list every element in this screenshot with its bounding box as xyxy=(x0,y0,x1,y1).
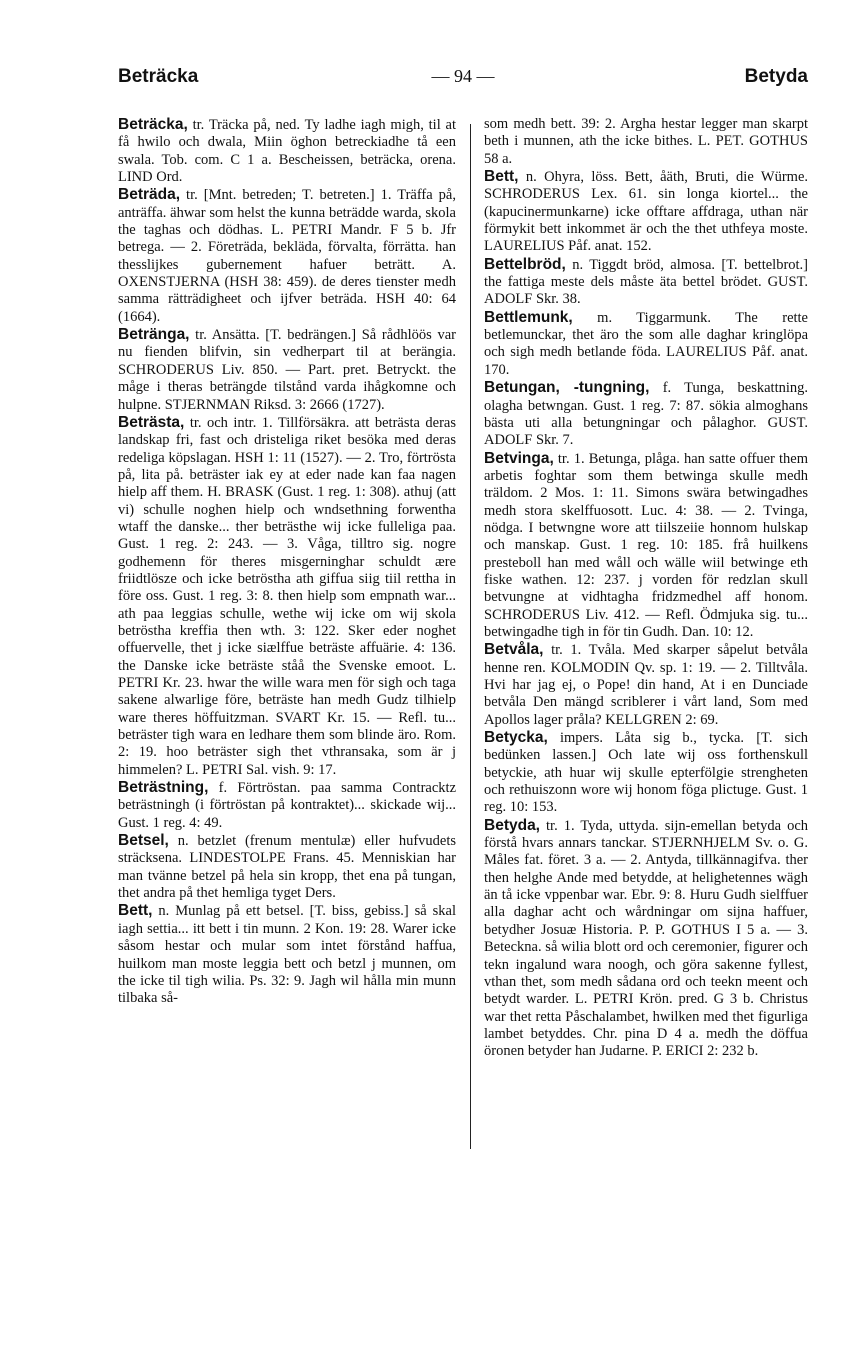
entry-headword: Beträda, xyxy=(118,186,181,204)
entry-headword: Bettlemunk, xyxy=(484,308,573,326)
entry-headword: Beträstning, xyxy=(118,779,209,797)
entry-headword: Betycka, xyxy=(484,729,548,747)
entry-text: tr. Träcka på, ned. Ty ladhe iagh migh, til at få hwilo och dwala, Miin öghon betreckiadhe tå een swala. Tob. com. C 1 a. Bescheissen, beträcka, orena. LIND Ord. xyxy=(118,117,456,186)
running-head-right: Betyda xyxy=(744,66,808,87)
entry-text: n. Tiggdt bröd, almosa. [T. bettelbrot.] the fattiga meste dels måste äta bettel brödet. GUST. ADOLF Skr. 38. xyxy=(484,256,809,308)
dictionary-entry xyxy=(484,256,808,309)
entry-headword: Beträsta, xyxy=(118,413,185,431)
entry-text: n. betzlet (frenum mentulæ) eller hufvudets sträcksena. LINDESTOLPE Frans. 45. Menniskian har man tvänne betzel på hela sin kropp, thet ena på tungan, thet andra på thet hemliga tyget Ders. xyxy=(118,833,457,902)
entry-text: n. Munlag på ett betsel. [T. biss, gebiss.] så skal iagh settia... itt bett i tin munn. 2 Kon. 19: 28. Warer icke såsom hestar och mular som intet förstånd haffua, huilkom man moste leggia bett och betzl j munnen, om the icke til tigh wilia. Ps. 32: 9. Jagh wil hålla min munn tilbaka så- xyxy=(118,903,456,1007)
entry-headword: Bettelbröd, xyxy=(484,255,566,273)
dictionary-entry xyxy=(484,450,808,642)
entry-text: tr. och intr. 1. Tillförsäkra. att beträsta deras landskap fri, fast och dristeliga riket besöka med deras redeliga köpslagan. HSH 1: 11 (1527). — 2. Tro, förtrösta på, lita på. beträster iak ey at eder nade kan faa nagen hielp aff them. H. BRASK (Gust. 1 reg. 1: 308). athuj (att vi) schulle noghen hielp och wndsethning forwentha wtaff the danske... ther beträsthe wij icke fulleliga paa. Gust. 1 reg. 2: 243. — 3. Våga, tilltro sig. nogre godhemenn för theres misgerninghar schuldt ære friidtlösze och icke betröstha ath giffua siig tiil rettha in före oss. Gust. 1 reg. 3: 8. then hielp som empnath war... ath paa leggias schulle, wethe wij icke om wij skola betröstha kreffia then wth. 3: 122. Sker eder noghet offuervelle, thet j icke siælffue beträste affuärie. 4: 136. the Danske icke beträste ståå the Svenske emoot. L. PETRI Kr. 23. hwar the wille wara men för sigh och taga sakene alwarlige före, beträste han medh Gudz tilhielp ware theres höffuitzman. SVART Kr. 15. — Refl. tu... beträster tigh wara en ledhare them som blinde äro. Rom. 2: 19. hoo beträster sigh thet vthransaka, som är j himmelen? L. PETRI Sal. vish. 9: 17. xyxy=(118,414,457,778)
entry-text: tr. 1. Betunga, plåga. han satte offuer them arbetis foghtar som them betwinga skulle medh träldom. 2 Mos. 1: 11. Simons swära betwingadhes medh stora skelffuosott. Luc. 4: 38. — 2. Tvinga, nödga. I betwngne wore att tiilszeiie honnom hulskap och manskap. Gust. 1 reg. 10: 185. frå huilkens presteboll han med wåll och wälle wiil betwinge eth fiske wathen. 12: 237. j vorden för redzlan skull betvungne at vidhtagha fridzmedhel aff honom. SCHRODERUS Liv. 412. — Refl. Ödmjuka sig. tu... betwingadhe tigh in för tin Gudh. Dan. 10: 12. xyxy=(484,450,808,640)
left-column xyxy=(118,116,456,1008)
entry-headword: Betvåla, xyxy=(484,641,544,659)
entry-text: tr. 1. Tvåla. Med skarper såpelut betvåla henne ren. KOLMODIN Qv. sp. 1: 19. — 2. Tilltvåla. Hvi har jag ej, o Pope! din hand, At i en Dunciade betvåla Den mängd scriblerer i vårt land, Som med Apollos lager pråla? KELLGREN 2: 69. xyxy=(484,642,808,728)
entry-text: f. Förtröstan. paa samma Contracktz beträstningh (i förtröstan på kontraktet)... skickade wij... Gust. 1 reg. 4: 49. xyxy=(118,780,456,831)
entry-text: tr. 1. Tyda, uttyda. sijn-emellan betyda och förstå hvars annars tanckar. STJERNHJELM Sv. o. G. Måles fat. föret. 3 a. — 2. Antyda, tillkännagifva. ther then helghe Ande med betydde, at helighetennes wägh än tå icke vppenbar war. Ebr. 9: 8. Huru Gudh sielffuer alla daghar acht och wårdningar om sijna haffuer, betydher Josuæ Historia. P. P. GOTHUS I 5 a. — 3. Beteckna. så wilia blott ord och ceremonier, figurer och tekn ingalund wara noogh, och göra sakenne fyllest, vthan thet, som medh sådana ord och teekn meent och betydt warder. L. PETRI Krön. pred. G 3 b. Christus war thet retta Påschalambet, hwilken med thet figurliga lambet betyddes. Chr. pina D 4 a. medh the döffua öronen betyder han Judarne. P. ERICI 2: 232 b. xyxy=(484,817,809,1060)
entry-text: impers. Låta sig b., tycka. [T. sich bedünken lassen.] Och late wij oss forthenskull betyckie, ath huar wij skulle epterfölgie strengheten och rethuiszonn wore wij honom föga plictuge. Gust. 1 reg. 10: 153. xyxy=(484,730,809,816)
dictionary-entry xyxy=(484,817,808,1061)
running-head-left: Beträcka xyxy=(118,66,199,87)
dictionary-entry xyxy=(118,116,456,186)
entry-text: tr. [Mnt. betreden; T. betreten.] 1. Träffa på, anträffa. ähwar som helst the kunna beträdde warda, skola the taghas och dödhas. L. PETRI Mandr. F 5 b. Jfr betrega. — 2. Företräda, bekläda, förvalta, förrätta. han thesslijkes gubernement hafuer beträtt. A. OXENSTJERNA (HSH 38: 459). de deres tienster medh samma rätträdigheet och ijfver beträda. HSH 40: 64 (1664). xyxy=(118,187,456,325)
dictionary-entry xyxy=(118,186,456,326)
entry-text: som medh bett. 39: 2. Argha hestar legger man skarpt beth i munnen, ath the icke bithes. L. PET. GOTHUS 58 a. xyxy=(484,116,808,167)
entry-text: m. Tiggarmunk. The rette betlemunckar, thet äro the som alle daghar kringlöpa och sigh medh betlande föda. LAURELIUS Påf. anat. 170. xyxy=(484,309,808,378)
entry-headword: Bett, xyxy=(118,902,153,920)
page-header xyxy=(118,66,808,96)
dictionary-entry xyxy=(484,309,808,379)
entry-headword: Betungan, -tungning, xyxy=(484,379,650,397)
entry-text: n. Ohyra, löss. Bett, åäth, Bruti, die Würme. SCHRODERUS Lex. 61. sin longa kiortel... the (kapucinermunkarne) icke offtare affdraga, uthan när förmykit bett inkommet är och the thet uthfeya moste. LAURELIUS Påf. anat. 152. xyxy=(484,169,809,255)
entry-text: tr. Ansätta. [T. bedrängen.] Så rådhlöös var nu fienden blifvin, sin vedherpart til at berängia. SCHRODERUS Liv. 850. — Part. pret. Betryckt. the måge i theras beträngde tilstånd varda ihågkomne och hulpne. STJERNMAN Riksd. 3: 2666 (1727). xyxy=(118,327,457,413)
dictionary-entry xyxy=(484,116,808,168)
dictionary-entry xyxy=(118,832,456,902)
column-divider xyxy=(470,124,471,1149)
right-column xyxy=(484,116,808,1061)
entry-headword: Betvinga, xyxy=(484,449,554,467)
entry-headword: Beträcka, xyxy=(118,116,188,133)
entry-headword: Betyda, xyxy=(484,816,540,834)
dictionary-entry xyxy=(118,326,456,414)
dictionary-entry xyxy=(118,779,456,832)
page-number: — 94 — xyxy=(431,66,495,86)
dictionary-entry xyxy=(484,729,808,817)
entry-text: f. Tunga, beskattning. olagha betwngan. Gust. 1 reg. 7: 87. sökia almoghans bästa uti alla betungningar och pålaghor. GUST. ADOLF Skr. 7. xyxy=(484,380,809,449)
entry-headword: Bett, xyxy=(484,168,519,186)
entry-headword: Betränga, xyxy=(118,326,190,344)
entry-headword: Betsel, xyxy=(118,832,169,850)
dictionary-entry xyxy=(484,641,808,729)
dictionary-entry xyxy=(484,379,808,449)
dictionary-entry xyxy=(118,414,456,779)
dictionary-entry xyxy=(484,168,808,256)
dictionary-entry xyxy=(118,902,456,1007)
